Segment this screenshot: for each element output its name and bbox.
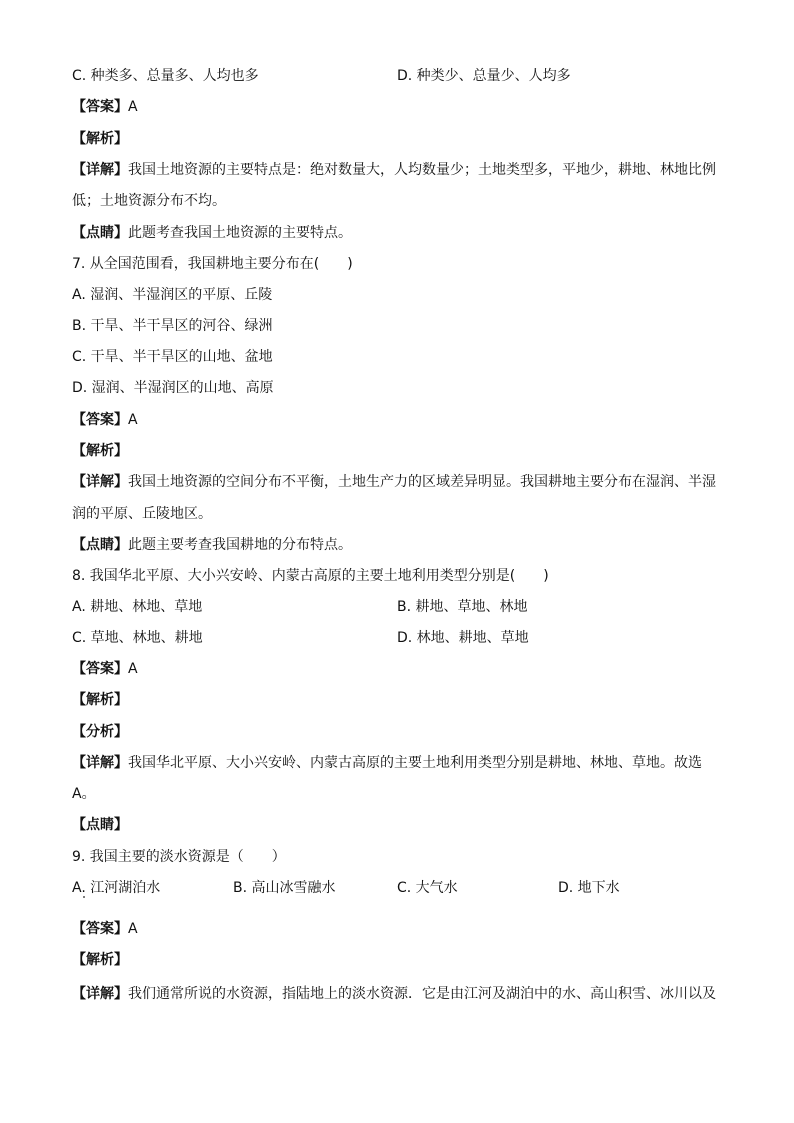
q7-option-b: B. 干旱、半干旱区的河谷、绿洲 bbox=[72, 318, 273, 334]
comment-tag: 【点睛】 bbox=[72, 817, 128, 833]
q8-fenxi-tag: 【分析】 bbox=[72, 724, 128, 740]
q8-option-b: B. 耕地、草地、林地 bbox=[397, 599, 528, 615]
answer-value: A bbox=[128, 99, 138, 115]
q9-option-c: C. 大气水 bbox=[397, 880, 458, 896]
q6-answer-line bbox=[72, 97, 732, 117]
answer-value: A bbox=[128, 921, 138, 937]
q7-detail-line-2: 润的平原、丘陵地区。 bbox=[72, 506, 212, 522]
answer-tag: 【答案】 bbox=[72, 921, 128, 937]
detail-tag: 【详解】 bbox=[72, 162, 128, 178]
q8-analysis-tag: 【解析】 bbox=[72, 692, 128, 708]
answer-value: A bbox=[128, 661, 138, 677]
q8-option-d: D. 林地、耕地、草地 bbox=[397, 630, 529, 646]
q7-option-a: A. 湿润、半湿润区的平原、丘陵 bbox=[72, 287, 273, 303]
q9-question: 9. 我国主要的淡水资源是（ ） bbox=[72, 849, 286, 865]
q9-option-a: A. 江河湖泊水 bbox=[72, 880, 161, 896]
q7-question: 7. 从全国范围看，我国耕地主要分布在( ) bbox=[72, 256, 353, 272]
q8-option-a: A. 耕地、林地、草地 bbox=[72, 599, 203, 615]
comment-tag: 【点睛】 bbox=[72, 225, 128, 241]
q6-detail-line-2: 低；土地资源分布不均。 bbox=[72, 193, 226, 209]
q8-detail-line-1: 【详解】我国华北平原、大小兴安岭、内蒙古高原的主要土地利用类型分别是耕地、林地、草地。故选 bbox=[72, 755, 702, 771]
answer-tag: 【答案】 bbox=[72, 661, 128, 677]
q9-detail-line-1: 【详解】我们通常所说的水资源，指陆地上的淡水资源．它是由江河及湖泊中的水、高山积雪、冰川以及 bbox=[72, 986, 716, 1002]
q8-comment-line bbox=[72, 815, 732, 835]
q9-option-b: B. 高山冰雪融水 bbox=[233, 880, 336, 896]
q7-detail-line-1: 【详解】我国土地资源的空间分布不平衡，土地生产力的区域差异明显。我国耕地主要分布在湿润、半湿 bbox=[72, 474, 716, 490]
q7-option-d: D. 湿润、半湿润区的山地、高原 bbox=[72, 380, 274, 396]
q8-detail-line-2: A。 bbox=[72, 786, 96, 802]
q9-option-d: D. 地下水 bbox=[558, 880, 620, 896]
q8-option-c: C. 草地、林地、耕地 bbox=[72, 630, 203, 646]
q7-option-c: C. 干旱、半干旱区的山地、盆地 bbox=[72, 349, 273, 365]
comment-tag: 【点睛】 bbox=[72, 537, 128, 553]
q6-option-d: D. 种类少、总量少、人均多 bbox=[397, 68, 571, 84]
q7-comment-line: 【点睛】此题主要考查我国耕地的分布特点。 bbox=[72, 537, 352, 553]
q6-analysis-tag: 【解析】 bbox=[72, 131, 128, 147]
q9-analysis-tag: 【解析】 bbox=[72, 952, 128, 968]
q9-answer-line bbox=[72, 919, 732, 939]
answer-value: A bbox=[128, 412, 138, 428]
q8-question: 8. 我国华北平原、大小兴安岭、内蒙古高原的主要土地利用类型分别是( ) bbox=[72, 568, 549, 584]
answer-tag: 【答案】 bbox=[72, 412, 128, 428]
detail-tag: 【详解】 bbox=[72, 474, 128, 490]
q7-analysis-tag: 【解析】 bbox=[72, 443, 128, 459]
q8-answer-line bbox=[72, 659, 732, 679]
detail-tag: 【详解】 bbox=[72, 755, 128, 771]
stray-dot-mark bbox=[83, 896, 85, 898]
detail-tag: 【详解】 bbox=[72, 986, 128, 1002]
q6-detail-line-1: 【详解】我国土地资源的主要特点是：绝对数量大，人均数量少；土地类型多，平地少，耕地、林地比例 bbox=[72, 162, 716, 178]
q6-comment-line: 【点睛】此题考查我国土地资源的主要特点。 bbox=[72, 225, 352, 241]
answer-tag: 【答案】 bbox=[72, 99, 128, 115]
q6-option-c: C. 种类多、总量多、人均也多 bbox=[72, 68, 259, 84]
q7-answer-line bbox=[72, 410, 732, 430]
